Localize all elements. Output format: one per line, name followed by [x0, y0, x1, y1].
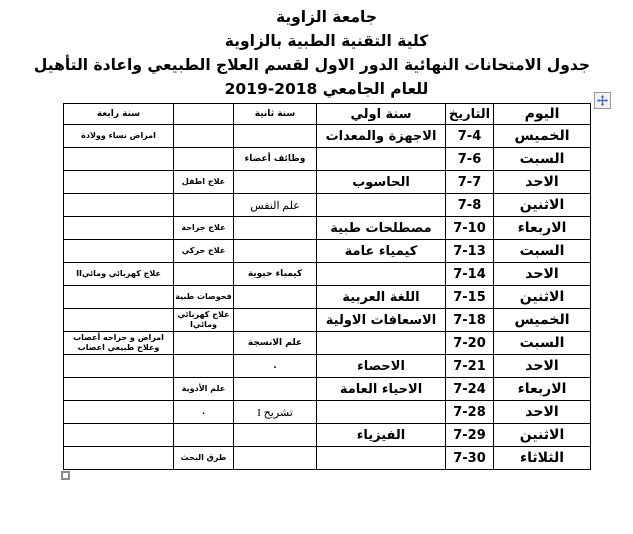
day-cell: الاربعاء [494, 217, 591, 240]
header-year2: سنة ثانية [234, 104, 317, 125]
exam-row [64, 355, 591, 378]
subject-cell-year3 [174, 194, 234, 217]
exam-row [64, 240, 591, 263]
exam-row [64, 332, 591, 355]
exam-row [64, 194, 591, 217]
day-cell: الاثنين [494, 286, 591, 309]
day-cell: الخميس [494, 309, 591, 332]
subject-cell-year1 [317, 148, 446, 171]
subject-cell-year1: الاجهزة والمعدات [317, 125, 446, 148]
subject-cell-year3: علاج كهربائي ومائيI [174, 309, 234, 332]
subject-cell-year3 [174, 148, 234, 171]
subject-cell-year1 [317, 263, 446, 286]
subject-cell-year2 [234, 378, 317, 401]
exam-row [64, 424, 591, 447]
day-cell: الثلاثاء [494, 447, 591, 470]
subject-cell-year3 [174, 332, 234, 355]
date-cell: 7-21 [446, 355, 494, 378]
subject-cell-year1: الاسعافات الاولية [317, 309, 446, 332]
subject-cell-year1 [317, 447, 446, 470]
date-cell: 7-29 [446, 424, 494, 447]
exam-row [64, 125, 591, 148]
subject-cell-year1: الحاسوب [317, 171, 446, 194]
subject-cell-year4 [64, 148, 174, 171]
date-cell: 7-20 [446, 332, 494, 355]
move-cross-icon [597, 95, 608, 106]
date-cell: 7-4 [446, 125, 494, 148]
subject-cell-year4 [64, 424, 174, 447]
subject-cell-year2 [234, 217, 317, 240]
subject-cell-year3: . [174, 401, 234, 424]
day-cell: السبت [494, 240, 591, 263]
subject-cell-year2 [234, 286, 317, 309]
day-cell: الاثنين [494, 424, 591, 447]
subject-cell-year2: وظائف أعضاء [234, 148, 317, 171]
exam-row [64, 378, 591, 401]
date-cell: 7-15 [446, 286, 494, 309]
date-cell: 7-18 [446, 309, 494, 332]
subject-cell-year1: كيمياء عامة [317, 240, 446, 263]
title-college: كلية التقنية الطبية بالزاوية [224, 32, 429, 50]
day-cell: الاحد [494, 401, 591, 424]
subject-cell-year3: علاج جراحة [174, 217, 234, 240]
table-resize-handle[interactable] [61, 471, 70, 480]
subject-cell-year4 [64, 378, 174, 401]
day-cell: الاحد [494, 263, 591, 286]
day-cell: السبت [494, 332, 591, 355]
subject-cell-year4 [64, 171, 174, 194]
subject-cell-year3: علاج حركي [174, 240, 234, 263]
day-cell: الاحد [494, 171, 591, 194]
day-cell: الاثنين [494, 194, 591, 217]
date-cell: 7-28 [446, 401, 494, 424]
subject-cell-year1: اللغة العربية [317, 286, 446, 309]
subject-cell-year3: طرق البحث [174, 447, 234, 470]
subject-cell-year3: علم الأدوية [174, 378, 234, 401]
date-cell: 7-7 [446, 171, 494, 194]
date-cell: 7-13 [446, 240, 494, 263]
exam-row [64, 309, 591, 332]
subject-cell-year4 [64, 240, 174, 263]
subject-cell-year1 [317, 332, 446, 355]
exam-row [64, 447, 591, 470]
header-year1: سنة اولي [317, 104, 446, 125]
title-schedule: جدول الامتحانات النهائية الدور الاول لقسم العلاج الطبيعي واعادة التأهيل [33, 56, 590, 74]
subject-cell-year3: علاج اطفل [174, 171, 234, 194]
subject-cell-year2 [234, 171, 317, 194]
exam-row [64, 217, 591, 240]
subject-cell-year4: امراض و جراحه أعصاب وعلاج طبيعي اعصاب [64, 332, 174, 355]
table-move-handle[interactable] [594, 92, 611, 109]
day-cell: الاحد [494, 355, 591, 378]
exam-schedule-table [63, 103, 591, 470]
subject-cell-year3 [174, 424, 234, 447]
day-cell: الخميس [494, 125, 591, 148]
subject-cell-year2: . [234, 355, 317, 378]
subject-cell-year3 [174, 355, 234, 378]
subject-cell-year4 [64, 355, 174, 378]
subject-cell-year4 [64, 286, 174, 309]
exam-row [64, 263, 591, 286]
header-day: اليوم [494, 104, 591, 125]
subject-cell-year3 [174, 263, 234, 286]
title-university: جامعة الزاوية [275, 8, 378, 26]
subject-cell-year2: علم النفس [234, 194, 317, 217]
subject-cell-year1: الاحصاء [317, 355, 446, 378]
subject-cell-year1: الفيزياء [317, 424, 446, 447]
day-cell: الاربعاء [494, 378, 591, 401]
subject-cell-year4 [64, 309, 174, 332]
date-cell: 7-10 [446, 217, 494, 240]
exam-table-body [64, 125, 591, 470]
exam-row [64, 286, 591, 309]
header-date: التاريخ [446, 104, 494, 125]
subject-cell-year1 [317, 194, 446, 217]
subject-cell-year1: الاحياء العامة [317, 378, 446, 401]
subject-cell-year1 [317, 401, 446, 424]
document-header [33, 5, 590, 101]
header-year4: سنة رابعة [64, 104, 174, 125]
subject-cell-year2 [234, 424, 317, 447]
subject-cell-year2: تشريح I [234, 401, 317, 424]
subject-cell-year2 [234, 309, 317, 332]
subject-cell-year4: امراض نساء وولادة [64, 125, 174, 148]
subject-cell-year3 [174, 125, 234, 148]
subject-cell-year1: مصطلحات طبية [317, 217, 446, 240]
date-cell: 7-6 [446, 148, 494, 171]
header-year3 [174, 104, 234, 125]
date-cell: 7-8 [446, 194, 494, 217]
date-cell: 7-30 [446, 447, 494, 470]
header-row [64, 104, 591, 125]
subject-cell-year4 [64, 217, 174, 240]
subject-cell-year2 [234, 125, 317, 148]
day-cell: السبت [494, 148, 591, 171]
date-cell: 7-24 [446, 378, 494, 401]
subject-cell-year2 [234, 240, 317, 263]
exam-table-container [63, 103, 590, 470]
subject-cell-year4: علاج كهربائي ومائيII [64, 263, 174, 286]
subject-cell-year2 [234, 447, 317, 470]
subject-cell-year4 [64, 447, 174, 470]
title-academic-year: للعام الجامعي 2018-2019 [224, 80, 429, 98]
exam-row [64, 171, 591, 194]
subject-cell-year3: فحوصات طبية [174, 286, 234, 309]
exam-row [64, 148, 591, 171]
subject-cell-year2: علم الانسجة [234, 332, 317, 355]
subject-cell-year2: كيمياء حيوية [234, 263, 317, 286]
date-cell: 7-14 [446, 263, 494, 286]
subject-cell-year4 [64, 194, 174, 217]
subject-cell-year4 [64, 401, 174, 424]
exam-row [64, 401, 591, 424]
